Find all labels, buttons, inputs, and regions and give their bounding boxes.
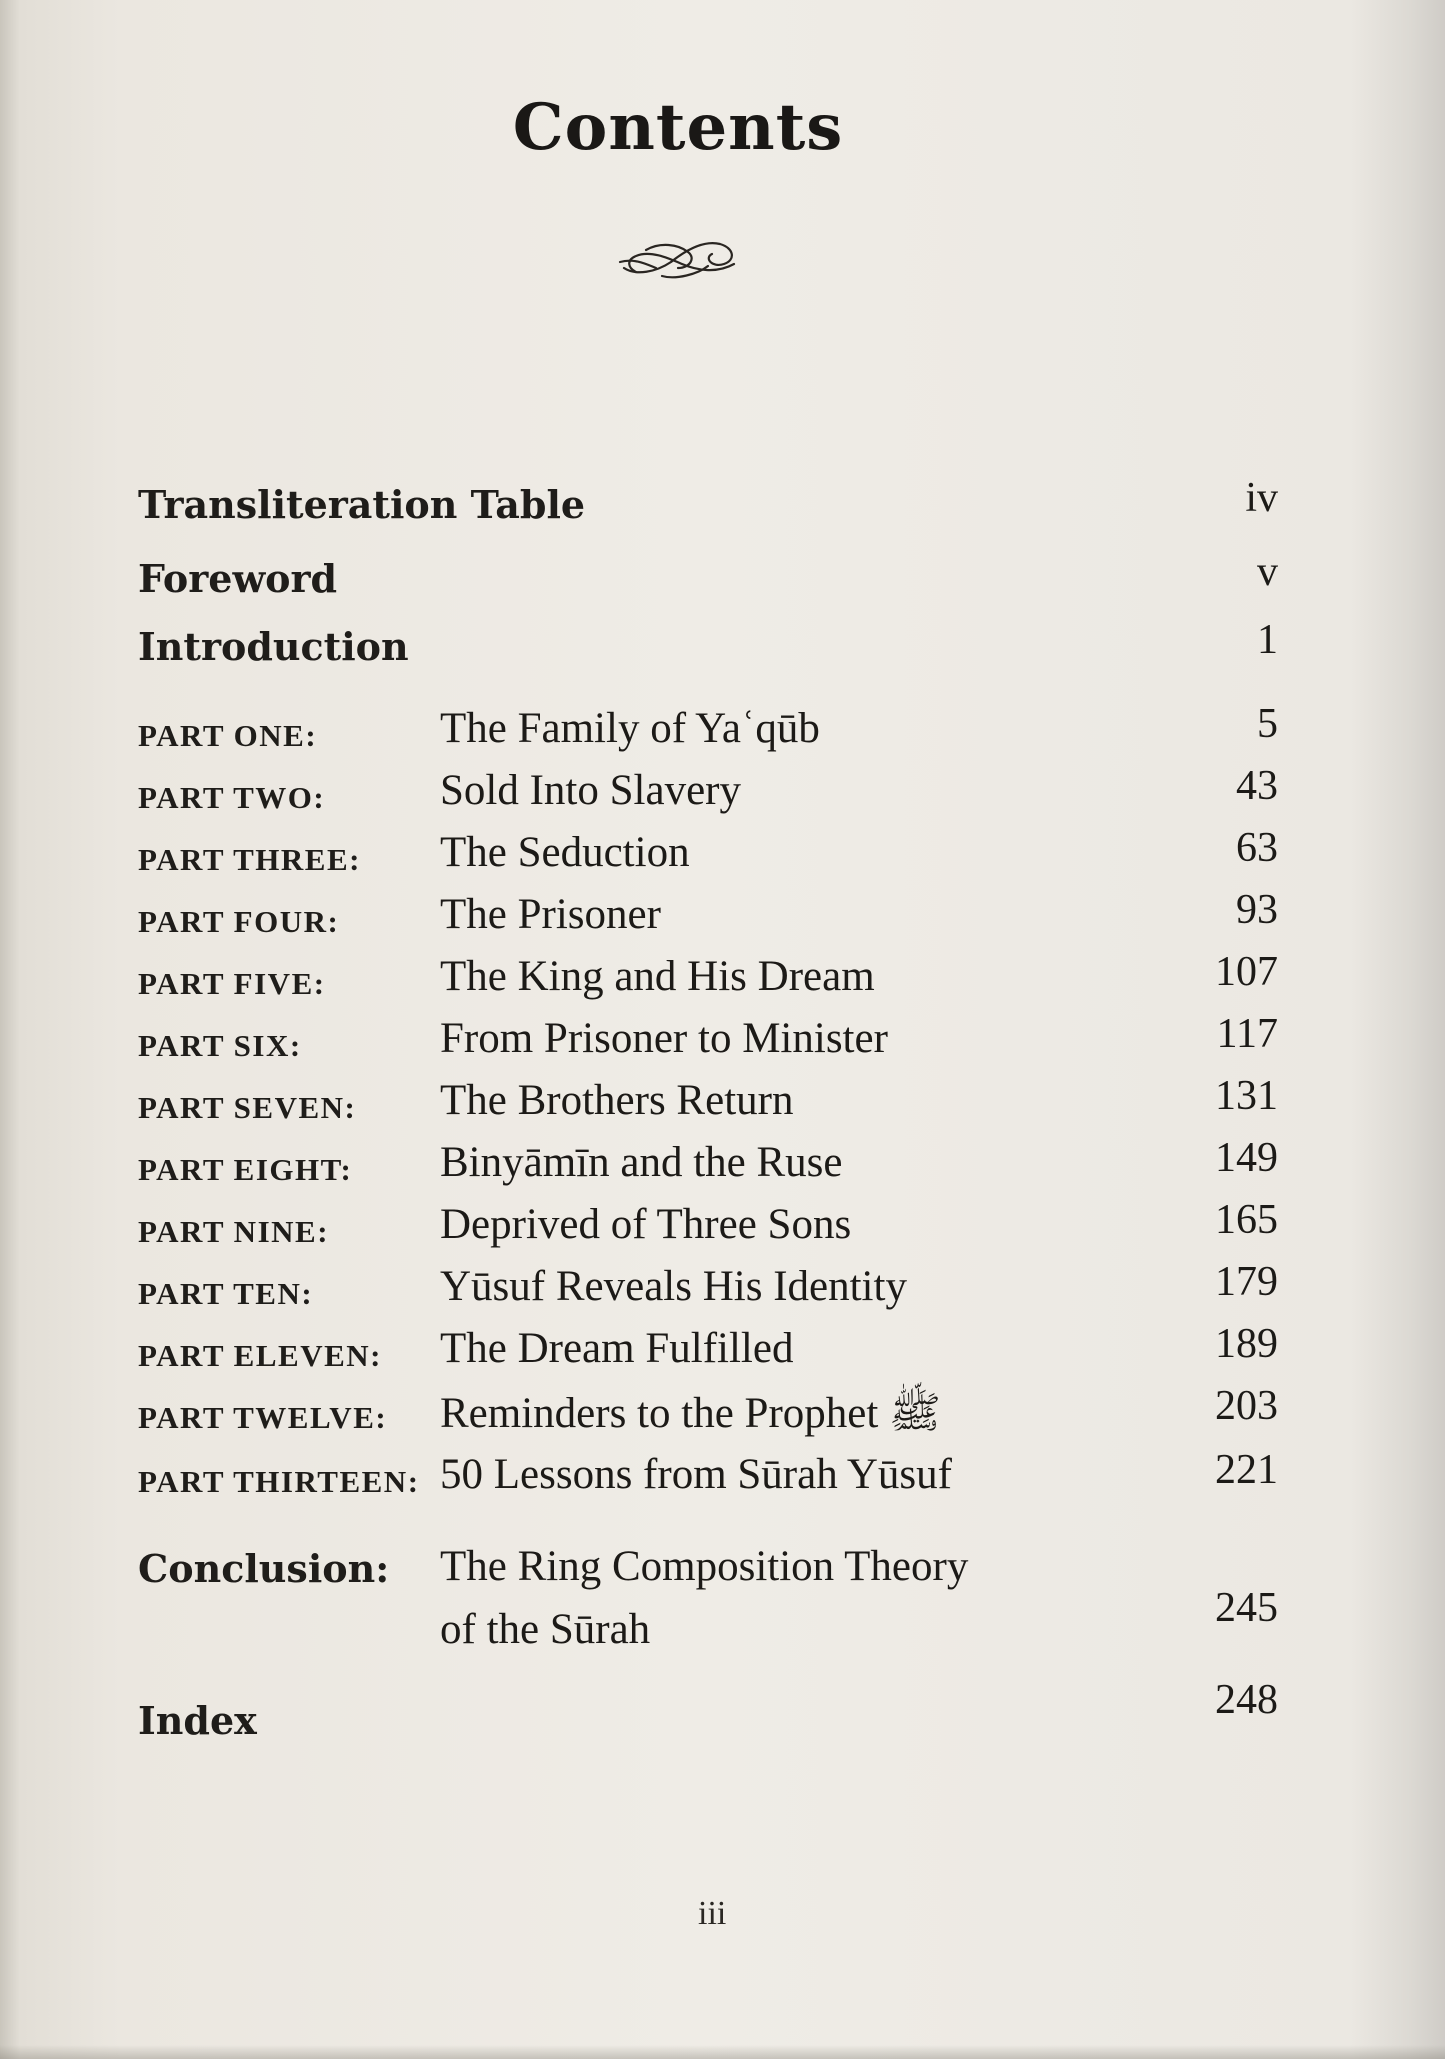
toc-entry-part-eight[interactable] [138, 1134, 1278, 1194]
chapter-title: The King and His Dream [440, 953, 875, 1000]
chapter-title [440, 1542, 968, 1654]
toc-entry-part-six[interactable] [138, 1010, 1278, 1070]
chapter-title: 50 Lessons from Sūrah Yūsuf [440, 1451, 952, 1498]
page-number: 131 [1215, 1073, 1278, 1119]
entry-label: Foreword [138, 556, 338, 601]
page-number: 189 [1215, 1321, 1278, 1367]
chapter-title-line-2: of the Sūrah [440, 1606, 651, 1653]
chapter-title: Sold Into Slavery [440, 767, 741, 814]
page-number: 1 [1257, 617, 1278, 663]
page-folio: iii [698, 1895, 727, 1932]
part-label: PART FIVE: [138, 966, 326, 1001]
entry-label: Transliteration Table [138, 482, 586, 527]
contents-page [18, 0, 1413, 2059]
page-title: Contents [512, 90, 844, 165]
page-number: 221 [1215, 1447, 1278, 1493]
chapter-title: Reminders to the Prophet ﷺ [440, 1390, 941, 1437]
page-number: 179 [1215, 1259, 1278, 1305]
part-label: PART SEVEN: [138, 1090, 357, 1125]
toc-entry-transliteration[interactable] [138, 474, 1278, 534]
toc-entry-part-thirteen[interactable] [138, 1446, 1278, 1506]
fleuron-ornament-icon [616, 228, 746, 286]
page-shadow [0, 2045, 1445, 2059]
part-label: PART ELEVEN: [138, 1338, 382, 1373]
part-label: PART THREE: [138, 842, 361, 877]
chapter-title-line-1: The Ring Composition Theory [440, 1543, 969, 1590]
toc-entry-part-ten[interactable] [138, 1258, 1278, 1318]
chapter-title: Binyāmīn and the Ruse [440, 1139, 843, 1186]
part-label: PART TWO: [138, 780, 326, 815]
part-label: PART TEN: [138, 1276, 314, 1311]
part-label: PART SIX: [138, 1028, 302, 1063]
entry-label: Introduction [138, 624, 409, 669]
toc-entry-part-one[interactable] [138, 700, 1278, 760]
toc-entry-part-three[interactable] [138, 824, 1278, 884]
page-number: 43 [1236, 763, 1278, 809]
page-number: 93 [1236, 887, 1278, 933]
page-number: 165 [1215, 1197, 1278, 1243]
page-number: 117 [1216, 1011, 1278, 1057]
toc-entry-part-twelve[interactable] [138, 1382, 1278, 1442]
toc-entry-part-eleven[interactable] [138, 1320, 1278, 1380]
page-number: 245 [1215, 1585, 1278, 1631]
toc-entry-part-five[interactable] [138, 948, 1278, 1008]
toc-entry-part-seven[interactable] [138, 1072, 1278, 1132]
part-label: PART NINE: [138, 1214, 330, 1249]
toc-entry-index[interactable] [138, 1676, 1278, 1766]
part-label: PART TWELVE: [138, 1400, 388, 1435]
part-label: PART FOUR: [138, 904, 340, 939]
chapter-title: The Prisoner [440, 891, 661, 938]
toc-entry-part-nine[interactable] [138, 1196, 1278, 1256]
page-number: 107 [1215, 949, 1278, 995]
part-label: PART THIRTEEN: [138, 1464, 420, 1499]
toc-entry-introduction[interactable] [138, 616, 1278, 676]
chapter-title: The Family of Yaʿqūb [440, 705, 820, 752]
chapter-title: Deprived of Three Sons [440, 1201, 852, 1248]
toc-entry-conclusion[interactable] [138, 1538, 1278, 1668]
chapter-title: The Brothers Return [440, 1077, 794, 1124]
page-number: 203 [1215, 1383, 1278, 1429]
entry-label: Conclusion: [138, 1546, 390, 1591]
page-number: v [1257, 549, 1278, 595]
chapter-title: The Dream Fulfilled [440, 1325, 794, 1372]
chapter-title: The Seduction [440, 829, 690, 876]
entry-label: Index [138, 1698, 257, 1743]
toc-entry-foreword[interactable] [138, 548, 1278, 608]
toc-entry-part-four[interactable] [138, 886, 1278, 946]
part-label: PART EIGHT: [138, 1152, 353, 1187]
page-number: 63 [1236, 825, 1278, 871]
page-number: 5 [1257, 701, 1278, 747]
toc-entry-part-two[interactable] [138, 762, 1278, 822]
page-number: iv [1245, 475, 1278, 521]
chapter-title: Yūsuf Reveals His Identity [440, 1263, 907, 1310]
part-label: PART ONE: [138, 718, 318, 753]
page-number: 248 [1215, 1677, 1278, 1723]
chapter-title: From Prisoner to Minister [440, 1015, 888, 1062]
page-number: 149 [1215, 1135, 1278, 1181]
